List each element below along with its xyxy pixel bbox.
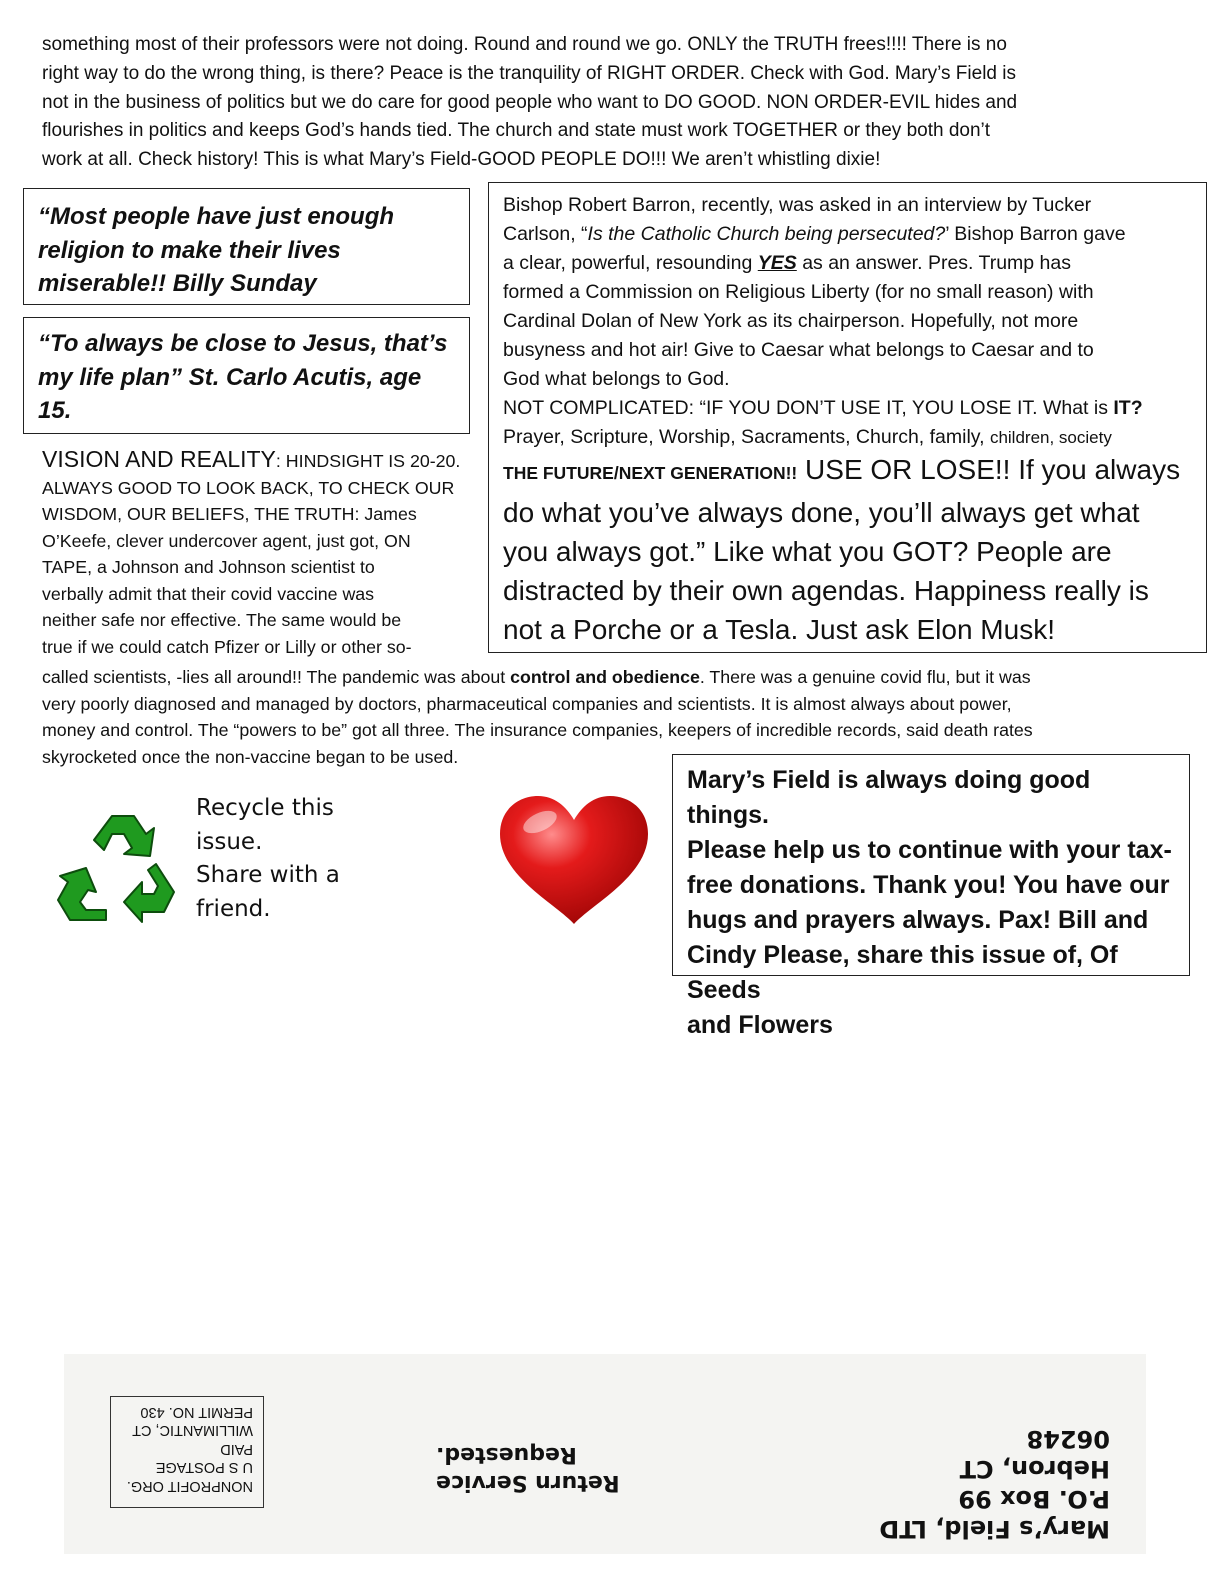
- bishop-text: NOT COMPLICATED: “IF YOU DON’T USE IT, YOU LOSE IT. What is: [503, 397, 1114, 419]
- bishop-line: formed a Commission on Religious Liberty (for no small reason) with: [503, 281, 1094, 303]
- return-line: Return Service: [436, 1470, 620, 1495]
- bishop-line-big: do what you’ve always done, you’ll always get what: [503, 497, 1140, 528]
- permit-line: U S POSTAGE PAID: [155, 1441, 253, 1476]
- recycle-line: friend.: [196, 895, 271, 922]
- recycle-line: issue.: [196, 828, 263, 855]
- return-service: [436, 1440, 636, 1496]
- vision-text: . There was a genuine covid flu, but it was: [699, 667, 1031, 687]
- permit-line: PERMIT NO. 430: [140, 1404, 253, 1420]
- permit-line: WILLIMANTIC, CT: [132, 1422, 253, 1439]
- bishop-question: Is the Catholic Church being persecuted?: [587, 223, 946, 245]
- vision-line: verbally admit that their covid vaccine was: [42, 583, 375, 604]
- vision-line: true if we could catch Pfizer or Lilly or other so-: [42, 636, 412, 657]
- vision-wide-line: [42, 664, 1202, 691]
- bishop-text-big: USE OR LOSE!! If you always: [797, 454, 1181, 485]
- address-line: Hebron, CT 06248: [959, 1425, 1110, 1483]
- mailing-panel: [64, 1354, 1146, 1554]
- intro-paragraph: [42, 31, 1192, 175]
- bishop-line-big: [503, 450, 1192, 493]
- bishop-line: Bishop Robert Barron, recently, was asked in an interview by Tucker: [503, 194, 1092, 216]
- donation-line: Cindy Please, share this issue of, Of Seeds: [687, 941, 1118, 1004]
- bishop-text: a clear, powerful, resounding: [503, 252, 758, 274]
- donation-line: Mary’s Field is always doing good things.: [687, 766, 1091, 829]
- bishop-line: [503, 220, 1192, 249]
- bishop-line: [503, 423, 1192, 452]
- vision-wide-line: skyrocketed once the non-vaccine began to be used.: [42, 746, 459, 767]
- permit-line: NONPROFIT ORG.: [126, 1478, 253, 1494]
- quote-line: “Most people have just enough: [38, 203, 395, 230]
- vision-text: : HINDSIGHT IS 20-20.: [275, 451, 461, 471]
- bishop-line-big: distracted by their own agendas. Happiness really is: [503, 575, 1149, 606]
- intro-line: flourishes in politics and keeps God’s hands tied. The church and state must work TOGETHER or they both don’t: [42, 120, 991, 142]
- heart-icon: [496, 792, 652, 928]
- quote-box-billy-sunday: [23, 188, 470, 305]
- vision-reality-column: [42, 446, 482, 660]
- quote-line: 15.: [38, 397, 72, 424]
- bishop-line: busyness and hot air! Give to Caesar what belongs to Caesar and to: [503, 339, 1094, 361]
- return-address: [870, 1424, 1110, 1544]
- recycle-message: [196, 792, 396, 926]
- bishop-line: Cardinal Dolan of New York as its chairperson. Hopefully, not more: [503, 310, 1079, 332]
- vision-wide-line: money and control. The “powers to be” got all three. The insurance companies, keepers of incredible records, said death rates: [42, 720, 1033, 740]
- vision-line: TAPE, a Johnson and Johnson scientist to: [42, 557, 375, 577]
- bishop-text: Prayer, Scripture, Worship, Sacraments, Church, family,: [503, 426, 990, 448]
- bishop-yes: YES: [757, 252, 797, 274]
- recycle-icon: [54, 810, 178, 930]
- vision-heading: VISION AND REALITY: [42, 446, 276, 472]
- bishop-it: IT?: [1113, 397, 1143, 419]
- bishop-next-gen: THE FUTURE/NEXT GENERATION!!: [503, 463, 798, 483]
- address-line: Mary’s Field, LTD: [879, 1515, 1110, 1543]
- donation-line: Please help us to continue with your tax-: [687, 836, 1172, 864]
- quote-line: religion to make their lives: [38, 236, 341, 264]
- intro-line: right way to do the wrong thing, is there? Peace is the tranquility of RIGHT ORDER. Check with God. Mary’s Field is: [42, 62, 1016, 84]
- vision-bold: control and obedience: [510, 667, 700, 687]
- donation-line: hugs and prayers always. Pax! Bill and: [687, 906, 1149, 934]
- return-line: Requested.: [436, 1442, 577, 1467]
- intro-line: not in the business of politics but we do care for good people who want to DO GOOD. NON ORDER-EVIL hides and: [42, 91, 1018, 113]
- vision-text: called scientists, -lies all around!! The pandemic was about: [42, 667, 511, 687]
- vision-wide-line: very poorly diagnosed and managed by doctors, pharmaceutical companies and scientists. It is almost always about power,: [42, 693, 1012, 714]
- bishop-line: God what belongs to God.: [503, 368, 730, 390]
- bishop-text: as an answer. Pres. Trump has: [796, 252, 1071, 274]
- bishop-text: Carlson, “: [503, 223, 588, 245]
- intro-line: work at all. Check history! This is what Mary’s Field-GOOD PEOPLE DO!!! We aren’t whistling dixie!: [42, 149, 881, 171]
- bishop-line: [503, 394, 1192, 423]
- quote-line: my life plan” St. Carlo Acutis, age: [38, 363, 422, 391]
- vision-line: O’Keefe, clever undercover agent, just got, ON: [42, 530, 411, 551]
- recycle-line: Recycle this: [196, 795, 334, 821]
- vision-line: ALWAYS GOOD TO LOOK BACK, TO CHECK OUR: [42, 477, 455, 498]
- bishop-line-big: you always got.” Like what you GOT? People are: [503, 536, 1112, 567]
- address-line: P.O. Box 99: [958, 1485, 1110, 1513]
- donation-line: and Flowers: [687, 1011, 833, 1039]
- quote-box-carlo-acutis: [23, 317, 470, 434]
- bishop-line: [503, 249, 1192, 278]
- bishop-barron-box: [488, 182, 1207, 653]
- intro-line: something most of their professors were not doing. Round and round we go. ONLY the TRUTH frees!!!! There is no: [42, 34, 1007, 55]
- vision-line: neither safe nor effective. The same would be: [42, 610, 402, 630]
- vision-heading-line: [42, 446, 482, 475]
- bishop-text: ’ Bishop Barron gave: [945, 223, 1126, 245]
- quote-line: miserable!! Billy Sunday: [38, 270, 317, 297]
- bishop-line-big: not a Porche or a Tesla. Just ask Elon Musk!: [503, 614, 1055, 645]
- bishop-text-small: children, society: [989, 428, 1112, 447]
- donation-box: [672, 754, 1190, 1039]
- donation-line: free donations. Thank you! You have our: [687, 871, 1170, 899]
- postage-permit-box: [110, 1396, 264, 1508]
- vision-line: WISDOM, OUR BELIEFS, THE TRUTH: James: [42, 504, 417, 524]
- quote-line: “To always be close to Jesus, that’s: [38, 330, 448, 357]
- recycle-line: Share with a: [196, 862, 340, 888]
